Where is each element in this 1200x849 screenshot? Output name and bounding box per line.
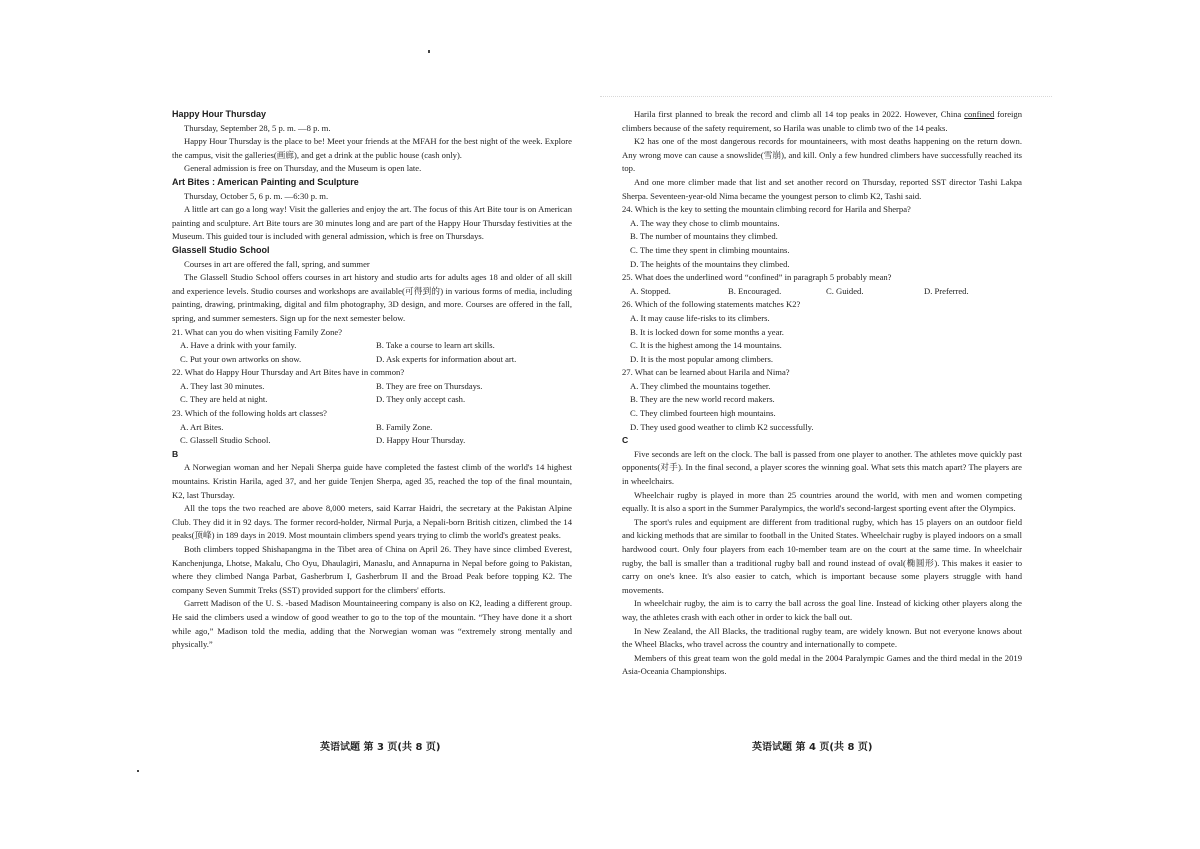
passage-c-paragraph-1: Five seconds are left on the clock. The ball is passed from one player to another. The athletes move quickly past opponents(对手). In the final second, a player scores the winning goal. What sets this match apart? The players are in wheelchairs. (622, 448, 1022, 487)
ad1-time: Thursday, September 28, 5 p. m. —8 p. m. (184, 122, 331, 133)
option-b: B. They are free on Thursdays. (376, 380, 483, 391)
option-a: A. It may cause life-risks to its climbers. (630, 312, 770, 323)
left-page (172, 108, 572, 652)
option-b: B. Family Zone. (376, 421, 433, 432)
ad3-subtitle: Courses in art are offered the fall, spring, and summer (184, 258, 370, 269)
option-a: A. Art Bites. (180, 421, 224, 432)
passage-b-paragraph-3: Both climbers topped Shishapangma in the Tibet area of China on April 26. They have since climbed Everest, Kanchenjunga, Lhotse, Makalu, Cho Oyu, Dhaulagiri, Manaslu, and Annapurna in Nepal before going to Pakistan, where they climbed Nanga Parbat, Gasherbrum I, Gasherbrum II and the Broad Peak before topping K2. The company Seven Summit Treks (SST) provided support for the climbers' efforts. (172, 544, 572, 595)
p5-text-start: Harila first planned to break the record and climb all 14 top peaks in 2022. However, China (634, 109, 965, 119)
option-c: C. The time they spent in climbing mountains. (630, 244, 790, 255)
option-c: C. Guided. (826, 285, 864, 296)
passage-b-paragraph-2: All the tops the two reached are above 8,000 meters, said Karrar Haidri, the secretary at the Pakistan Alpine Club. They did it in 92 days. The former record-holder, Nirmal Purja, a Nepali-born British citizen, climbed the 14 peaks(顶峰) in 189 days in 2019. Most mountain climbers spend years trying to climb the world's greatest peaks. (172, 503, 572, 541)
question-25-options (630, 285, 1022, 299)
option-c: C. It is the highest among the 14 mountains. (630, 340, 782, 351)
scan-speck (137, 770, 139, 772)
option-c: C. Put your own artworks on show. (180, 353, 302, 364)
option-b: B. Encouraged. (728, 285, 782, 296)
question-22: 22. What do Happy Hour Thursday and Art Bites have in common? (172, 367, 405, 378)
p5-text-end: foreign climbers because of the safety requirement, so Harila was unable to climb two of the 14 peaks. (622, 109, 1022, 133)
passage-b-paragraph-7: And one more climber made that list and set another record on Thursday, reported SST director Tashi Lakpa Sherpa. Seventeen-year-old Nima became the youngest person to climb K2, Tashi said. (622, 176, 1022, 201)
underlined-word-confined: confined (964, 109, 995, 119)
option-a: A. They climbed the mountains together. (630, 380, 771, 391)
option-d: D. Preferred. (924, 285, 969, 296)
option-d: D. They only accept cash. (376, 394, 466, 405)
passage-b-paragraph-4: Garrett Madison of the U. S. -based Madison Mountaineering company is also on K2, leading a different group. He said the climbers used a window of good weather to go to the top of the mountain. “They have done it a short while ago,” Madison told the media, adding that the Norwegian woman was “extremely strong mentally and physically.” (172, 598, 572, 650)
question-22-options (180, 380, 572, 407)
option-c: C. They are held at night. (180, 394, 268, 405)
ad2-title: Art Bites : American Painting and Sculpture (172, 176, 359, 187)
ad1-body: Happy Hour Thursday is the place to be! Meet your friends at the MFAH for the best night of the week. Explore the campus, visit the galleries(画廊), and get a drink at the public house (cash only). (172, 136, 572, 160)
option-a: A. The way they chose to climb mountains. (630, 217, 780, 228)
passage-c-paragraph-6: Members of this great team won the gold medal in the 2004 Paralympic Games and the third medal in the 2019 Asia-Oceania Championships. (622, 652, 1022, 677)
question-23: 23. Which of the following holds art classes? (172, 408, 327, 419)
option-a: A. They last 30 minutes. (180, 380, 265, 391)
option-d: D. Happy Hour Thursday. (376, 435, 466, 446)
ad3-title: Glassell Studio School (172, 244, 270, 255)
section-b-heading: B (172, 448, 179, 459)
passage-b-paragraph-1: A Norwegian woman and her Nepali Sherpa guide have completed the fastest climb of the world's 14 highest mountains. Kristin Harila, aged 37, and her guide Tenjen Sherpa, aged 35, reached the top of the final mountain, K2, last Thursday. (172, 462, 572, 500)
scan-speck (428, 50, 430, 53)
option-d: D. They used good weather to climb K2 successfully. (630, 421, 814, 432)
question-27-options (630, 380, 1022, 434)
option-a: A. Have a drink with your family. (180, 340, 297, 351)
option-c: C. Glassell Studio School. (180, 435, 271, 446)
ad1-note: General admission is free on Thursday, and the Museum is open late. (184, 163, 422, 174)
passage-c-paragraph-3: The sport's rules and equipment are different from traditional rugby, which has 15 players on an outdoor field and kicking methods that are similar to football in the United States. Wheelchair rugby is played indoors on a small hardwood court. Only four players from each 10-member team are on the court at the same time. In wheelchair rugby, the ball is smaller than a traditional rugby ball and round instead of oval(椭圆形). This makes it easier to carry on one's knee. It's also easier to catch, which is important because some players struggle with hand movements. (622, 516, 1022, 595)
passage-c-paragraph-5: In New Zealand, the All Blacks, the traditional rugby team, are widely known. But not everyone knows about the Wheel Blacks, who travel across the country and internationally to compete. (622, 625, 1022, 650)
passage-c-paragraph-4: In wheelchair rugby, the aim is to carry the ball across the goal line. Instead of kicking other players along the way, the athletes crash with each other in order to kick the ball out. (622, 598, 1022, 622)
ad2-body: A little art can go a long way! Visit the galleries and enjoy the art. The focus of this Art Bite tour is on American painting and sculpture. Art Bite tours are 30 minutes long and are part of the Happy Hour Thursday festivities at the Museum. This guided tour is included with general admission, which is free on Thursdays. (172, 204, 572, 242)
question-24-options (630, 217, 1022, 271)
passage-c-paragraph-2: Wheelchair rugby is played in more than 25 countries around the world, with men and women competing equally. It is also a sport in the Summer Paralympics, the world's second-largest sporting event after the Olympics. (622, 489, 1022, 514)
question-27: 27. What can be learned about Harila and Nima? (622, 367, 790, 378)
question-24: 24. Which is the key to setting the mountain climbing record for Harila and Sherpa? (622, 204, 911, 215)
page-footer-left: 英语试题 第 3 页(共 8 页) (320, 742, 441, 753)
question-21-options (180, 339, 572, 366)
option-b: B. They are the new world record makers. (630, 394, 775, 405)
passage-b-paragraph-5 (622, 108, 1022, 135)
option-b: B. The number of mountains they climbed. (630, 231, 778, 242)
question-21: 21. What can you do when visiting Family Zone? (172, 326, 343, 337)
page-footer-right: 英语试题 第 4 页(共 8 页) (752, 742, 873, 753)
option-b: B. Take a course to learn art skills. (376, 340, 495, 351)
option-b: B. It is locked down for some months a year. (630, 326, 784, 337)
section-c-heading: C (622, 435, 629, 446)
question-26-options (630, 312, 1022, 366)
ad1-title: Happy Hour Thursday (172, 109, 267, 119)
question-23-options (180, 421, 572, 448)
passage-b-paragraph-6: K2 has one of the most dangerous records for mountaineers, with most deaths happening on the return down. Any wrong move can cause a snowslide(雪崩), and kill. Only a few hundred climbers have successfully reached its top. (622, 136, 1022, 174)
option-d: D. It is the most popular among climbers. (630, 353, 773, 364)
option-c: C. They climbed fourteen high mountains. (630, 408, 776, 419)
option-a: A. Stopped. (630, 285, 671, 296)
option-d: D. Ask experts for information about art. (376, 353, 517, 364)
question-25: 25. What does the underlined word “confined” in paragraph 5 probably mean? (622, 272, 892, 283)
question-26: 26. Which of the following statements matches K2? (622, 299, 801, 310)
scan-border-top (600, 96, 1052, 97)
ad2-time: Thursday, October 5, 6 p. m. —6:30 p. m. (184, 190, 329, 201)
option-d: D. The heights of the mountains they climbed. (630, 258, 790, 269)
ad3-body: The Glassell Studio School offers courses in art history and studio arts for adults ages 18 and older of all skill and experience levels. Studio courses and workshops are available(可得到的) in various forms of media, including painting, drawing, printmaking, digital and film photography, 3D design, and more. Courses are offered in the fall, spring, and summer semesters. Sign up for the next semester below. (172, 272, 572, 323)
right-page (622, 108, 1022, 679)
